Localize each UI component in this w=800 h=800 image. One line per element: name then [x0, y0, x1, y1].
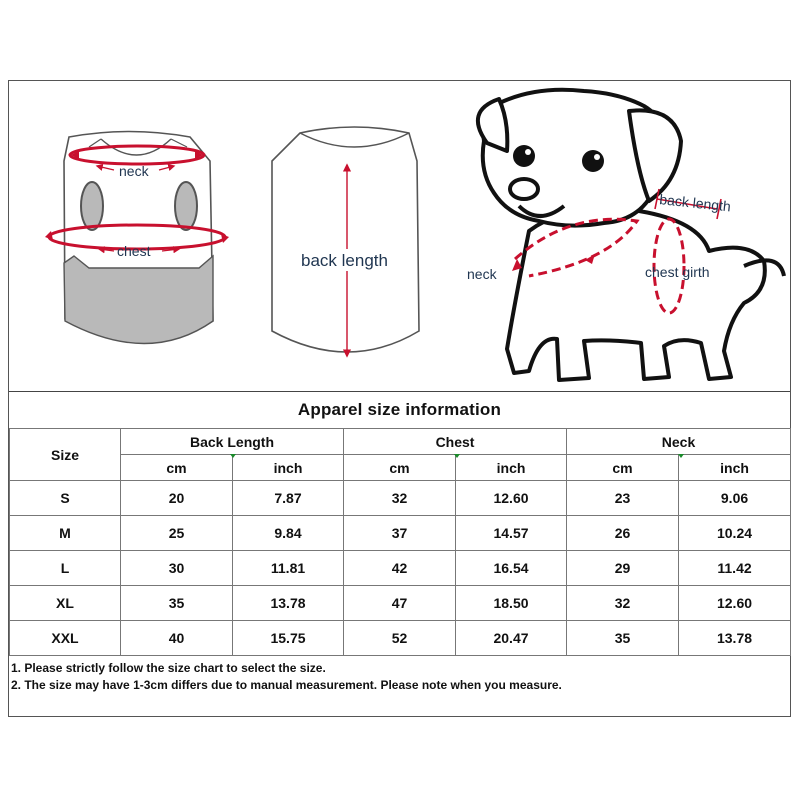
table-cell: 37 — [344, 516, 456, 551]
green-marker-icon — [454, 454, 460, 458]
dog-neck-label: neck — [467, 266, 497, 282]
table-cell: 25 — [121, 516, 233, 551]
unit-header: cm — [121, 455, 233, 481]
note-line: 2. The size may have 1-3cm differs due to manual measurement. Please note when you measure. — [11, 678, 562, 692]
table-cell: 52 — [344, 621, 456, 656]
table-cell: 13.78 — [679, 621, 791, 656]
table-cell: 13.78 — [233, 586, 344, 621]
table-cell: 10.24 — [679, 516, 791, 551]
table-cell: 29 — [567, 551, 679, 586]
size-cell: XXL — [10, 621, 121, 656]
green-marker-icon — [230, 454, 236, 458]
table-unit-row — [10, 455, 791, 481]
size-table — [9, 428, 791, 656]
unit-header: cm — [344, 455, 456, 481]
size-cell: L — [10, 551, 121, 586]
back-length-label: back length — [301, 251, 388, 270]
table-row — [10, 551, 791, 586]
table-cell: 15.75 — [233, 621, 344, 656]
note-line: 1. Please strictly follow the size chart to select the size. — [11, 661, 326, 675]
table-cell: 32 — [567, 586, 679, 621]
table-row — [10, 586, 791, 621]
unit-header: inch — [456, 455, 567, 481]
table-cell: 7.87 — [233, 481, 344, 516]
table-cell: 35 — [567, 621, 679, 656]
unit-header: inch — [679, 455, 791, 481]
table-cell: 12.60 — [456, 481, 567, 516]
table-cell: 11.42 — [679, 551, 791, 586]
unit-header: cm — [567, 455, 679, 481]
table-cell: 47 — [344, 586, 456, 621]
table-cell: 26 — [567, 516, 679, 551]
size-cell: XL — [10, 586, 121, 621]
table-cell: 32 — [344, 481, 456, 516]
chest-label: chest — [117, 243, 151, 259]
table-cell: 18.50 — [456, 586, 567, 621]
table-header-row — [10, 429, 791, 455]
table-cell: 9.84 — [233, 516, 344, 551]
size-cell: M — [10, 516, 121, 551]
size-header: Size — [10, 429, 121, 481]
table-title: Apparel size information — [297, 400, 502, 419]
measurement-illustration — [9, 81, 790, 392]
table-cell: 20.47 — [456, 621, 567, 656]
table-cell: 23 — [567, 481, 679, 516]
group-header-neck: Neck — [567, 429, 791, 455]
group-header-back-length: Back Length — [121, 429, 344, 455]
table-cell: 42 — [344, 551, 456, 586]
dog-chest-girth-label: chest girth — [645, 264, 710, 280]
dog-back-length-label: back length — [658, 191, 732, 215]
dog-icon — [478, 90, 784, 380]
table-cell: 12.60 — [679, 586, 791, 621]
table-row — [10, 516, 791, 551]
size-cell: S — [10, 481, 121, 516]
table-cell: 16.54 — [456, 551, 567, 586]
table-row — [10, 481, 791, 516]
table-cell: 11.81 — [233, 551, 344, 586]
vest-front-icon — [45, 132, 229, 344]
neck-label: neck — [119, 163, 149, 179]
unit-header: inch — [233, 455, 344, 481]
table-cell: 9.06 — [679, 481, 791, 516]
vest-back-icon — [272, 127, 419, 356]
table-cell: 20 — [121, 481, 233, 516]
table-row — [10, 621, 791, 656]
table-cell: 35 — [121, 586, 233, 621]
notes — [9, 660, 790, 694]
table-cell: 40 — [121, 621, 233, 656]
table-cell: 30 — [121, 551, 233, 586]
group-header-chest: Chest — [344, 429, 567, 455]
table-cell: 14.57 — [456, 516, 567, 551]
green-marker-icon — [678, 454, 684, 458]
